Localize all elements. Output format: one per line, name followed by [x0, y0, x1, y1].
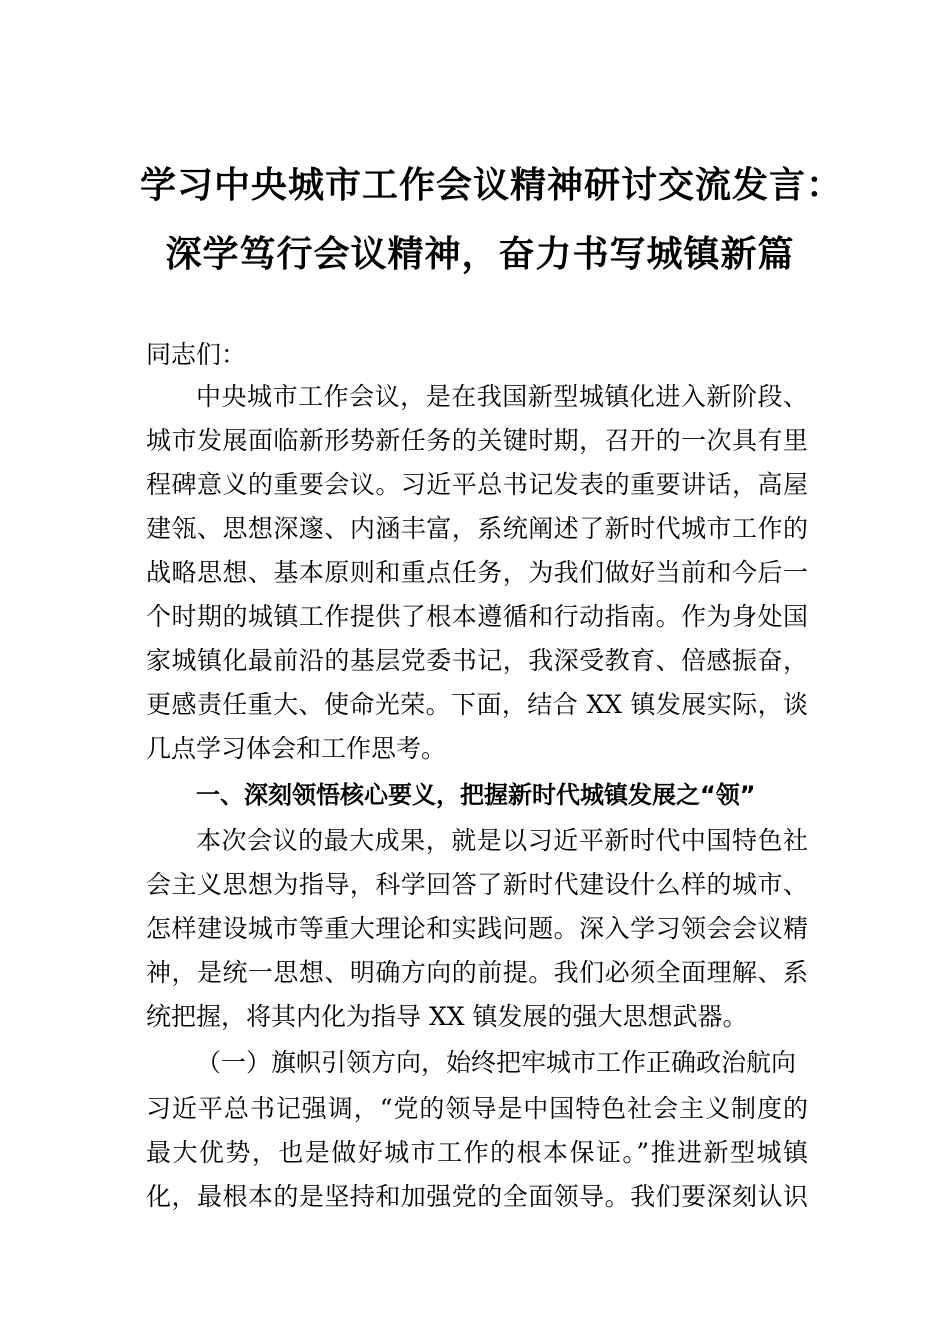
paragraph-line: 家城镇化最前沿的基层党委书记，我深受教育、倍感振奋， [146, 646, 808, 675]
paragraph-line: 最大优势，也是做好城市工作的根本保证。”推进新型城镇 [146, 1138, 808, 1167]
document-title-line-2: 深学笃行会议精神，奋力书写城镇新篇 [165, 233, 795, 275]
section-heading-1: 一、深刻领悟核心要义，把握新时代城镇发展之“领” [196, 781, 756, 809]
paragraph-line: 战略思想、基本原则和重点任务，为我们做好当前和今后一 [146, 558, 808, 587]
paragraph-line: 神，是统一思想、明确方向的前提。我们必须全面理解、系 [146, 958, 808, 987]
paragraph-line: 几点学习体会和工作思考。 [146, 734, 447, 763]
paragraph-line: 习近平总书记强调，“党的领导是中国特色社会主义制度的 [146, 1094, 808, 1123]
subsection-heading-1: （一）旗帜引领方向，始终把牢城市工作正确政治航向 [196, 1048, 797, 1077]
paragraph-line: 建瓴、思想深邃、内涵丰富，系统阐述了新时代城市工作的 [146, 514, 808, 543]
paragraph-line: 程碑意义的重要会议。习近平总书记发表的重要讲话，高屋 [146, 470, 808, 499]
paragraph-line: 会主义思想为指导，科学回答了新时代建设什么样的城市、 [146, 870, 808, 899]
paragraph-line: 统把握，将其内化为指导 XX 镇发展的强大思想武器。 [146, 1002, 748, 1031]
paragraph-line: 本次会议的最大成果，就是以习近平新时代中国特色社 [196, 826, 808, 855]
paragraph-line: 化，最根本的是坚持和加强党的全面领导。我们要深刻认识 [146, 1182, 808, 1211]
document-title-line-1: 学习中央城市工作会议精神研讨交流发言： [140, 164, 844, 206]
paragraph-line: 怎样建设城市等重大理论和实践问题。深入学习领会会议精 [146, 914, 808, 943]
paragraph-line: 更感责任重大、使命光荣。下面，结合 XX 镇发展实际，谈 [146, 690, 808, 719]
salutation: 同志们： [146, 340, 247, 369]
paragraph-line: 个时期的城镇工作提供了根本遵循和行动指南。作为身处国 [146, 602, 808, 631]
paragraph-line: 中央城市工作会议，是在我国新型城镇化进入新阶段、 [196, 382, 808, 411]
paragraph-line: 城市发展面临新形势新任务的关键时期，召开的一次具有里 [146, 426, 808, 455]
